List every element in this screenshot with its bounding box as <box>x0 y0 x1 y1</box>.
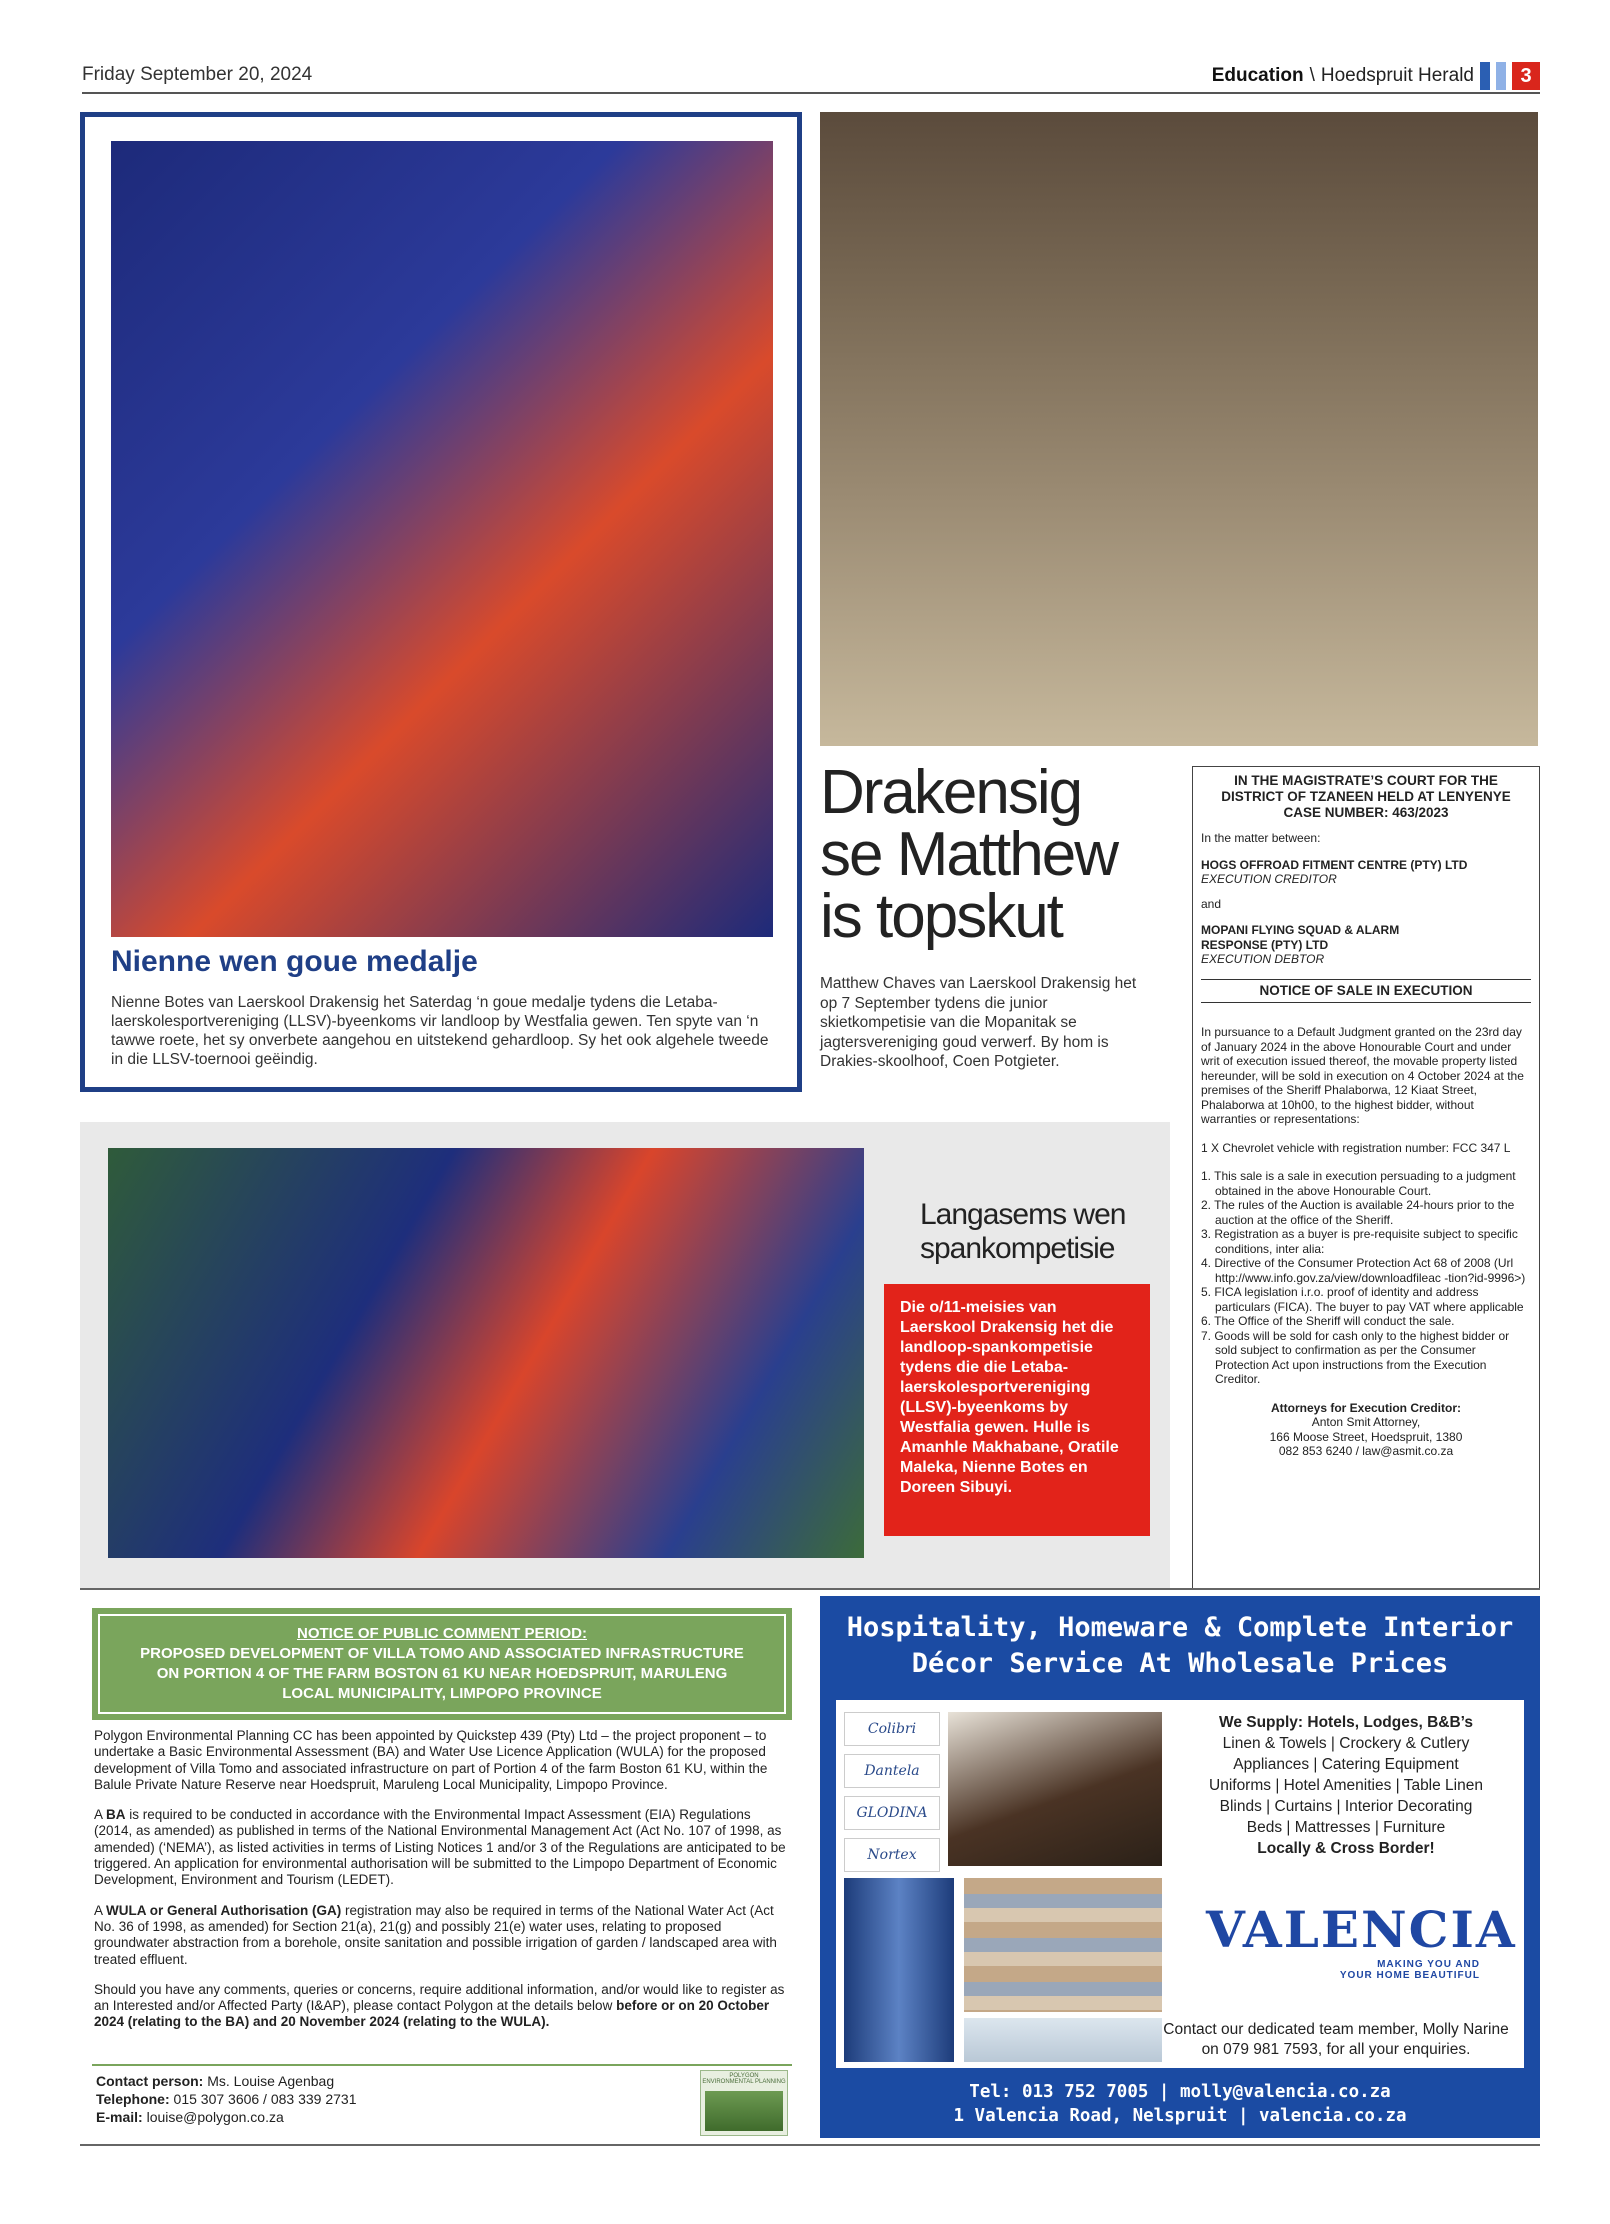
public-notice-paragraph <box>94 1903 792 1968</box>
public-notice-paragraph: Polygon Environmental Planning CC has been appointed by Quickstep 439 (Pty) Ltd – the project proponent – to undertake a Basic Environmental Assessment (BA) and Water Use Licence Application (WULA) for the proposed development of Villa Tomo and associated infrastructure on part of Portion 4 of the farm Boston 61 KU, within the Balule Private Nature Reserve near Hoedspruit, Maruleng Local Municipality, Limpopo Province. <box>94 1728 768 1792</box>
court-rule <box>1201 1002 1531 1003</box>
supply-footer: Locally & Cross Border! <box>1257 1840 1435 1857</box>
court-attorneys-title: Attorneys for Execution Creditor: <box>1270 1400 1462 1415</box>
issue-date: Friday September 20, 2024 <box>82 64 313 85</box>
section-name: Education <box>1211 65 1304 86</box>
public-notice-contact-divider <box>92 2064 792 2066</box>
valencia-logo-tagline: YOUR HOME BEAUTIFUL <box>1339 1970 1480 1981</box>
contact-value: 015 307 3606 / 083 339 2731 <box>169 2091 357 2107</box>
page-header <box>1212 62 1540 90</box>
valencia-contact <box>1156 2020 1516 2060</box>
court-creditor-role: EXECUTION CREDITOR <box>1201 872 1337 886</box>
matthew-headline <box>820 758 1118 951</box>
nienne-story <box>80 112 802 1092</box>
public-notice-title: NOTICE OF PUBLIC COMMENT PERIOD: <box>297 1625 587 1642</box>
text-run-bold: WULA or General Authorisation (GA) <box>106 1902 342 1918</box>
court-condition-item: 6. The Office of the Sheriff will conduct the sale. <box>1201 1314 1455 1328</box>
contact-label: Contact person: <box>96 2073 204 2089</box>
polygon-logo-image <box>705 2091 783 2131</box>
public-notice-banner <box>92 1608 792 1720</box>
header-accent-bar <box>1480 62 1490 90</box>
court-title <box>1201 773 1531 821</box>
court-condition-item: 4. Directive of the Consumer Protection Act 68 of 2008 (Url http://www.info.gov.za/view/downloadfileac -tion?id-9996>) <box>1201 1256 1526 1285</box>
header-accent-bar-light <box>1496 62 1506 90</box>
text-run-bold: BA <box>106 1807 126 1823</box>
court-condition-item: 7. Goods will be sold for cash only to the highest bidder or sold subject to confirmation as per the Consumer Protection Act upon instructions from the Execution Creditor. <box>1201 1328 1510 1386</box>
text-run: registration may also be required in terms of the National Water Act (Act No. 36 of 1998, as amended) for Section 21(a), 21(g) and possibly 21(e) water uses, relating to proposed groundwater abstraction from a borehole, onsite sanitation and possible irrigation of garden / landscaped area with treated effluent. <box>94 1902 777 1967</box>
valencia-footer-line: Tel: 013 752 7005 | molly@valencia.co.za <box>969 2082 1391 2102</box>
contact-phone <box>96 2090 356 2108</box>
court-vehicle: 1 X Chevrolet vehicle with registration number: FCC 347 L <box>1201 1140 1511 1155</box>
public-notice-paragraph <box>94 1982 792 2031</box>
publication-name: Hoedspruit Herald <box>1320 65 1474 86</box>
header-divider <box>82 92 1540 94</box>
brand-logo: Colibri <box>844 1712 940 1746</box>
court-condition-item: 3. Registration as a buyer is pre-requisite subject to specific conditions, inter alia: <box>1201 1227 1518 1256</box>
contact-label: Telephone: <box>96 2091 170 2107</box>
polygon-logo-text: POLYGON <box>729 2073 759 2079</box>
valencia-logo <box>1206 1900 1517 1981</box>
supply-line: Appliances | Catering Equipment <box>1233 1756 1459 1773</box>
court-attorney-contact: 082 853 6240 / law@asmit.co.za <box>1278 1444 1454 1458</box>
text-run: is required to be conducted in accordance with the Environmental Impact Assessment (EIA) Regulations (2014, as amended) as published in terms of the National Environmental Management Act (Act No. 107 of 1998, as amended) (‘NEMA’), as listed activities in terms of Listing Notices 1 and/or 3 of the Regulations are anticipated to be triggered. An application for environmental authorisation will be submitted to the Limpopo Department of Economic Development, Environment and Tourism (LEDET). <box>94 1807 786 1888</box>
valencia-headline-line: Hospitality, Homeware & Complete Interior <box>846 1612 1514 1643</box>
page-bottom-rule <box>80 2144 1540 2146</box>
text-run: A <box>94 1807 107 1823</box>
public-notice-body <box>94 1728 792 2045</box>
langasems-headline <box>920 1198 1125 1266</box>
page-number: 3 <box>1512 62 1540 90</box>
court-debtor: RESPONSE (PTY) LTD <box>1201 937 1329 952</box>
contact-value: louise@polygon.co.za <box>142 2109 284 2125</box>
contact-value: Ms. Louise Agenbag <box>203 2073 335 2089</box>
valencia-contact-line: on 079 981 7593, for all your enquiries. <box>1201 2041 1471 2058</box>
public-notice-contact <box>96 2072 356 2126</box>
brand-logo: Dantela <box>844 1754 940 1788</box>
nienne-body-text: Nienne Botes van Laerskool Drakensig het Saterdag ‘n goue medalje tydens die Letaba-laerskolesportvereniging (LLSV)-byeenkoms vir landloop by Westfalia gewen. Ten spyte van ‘n tawwe roete, het sy onverbete aangehou en uitstekend gehardloop. Sy het ook algehele tweede in die LLSV-toernooi geëindig. <box>111 994 769 1068</box>
nienne-medal-photo <box>111 141 773 937</box>
polygon-logo <box>700 2070 788 2136</box>
valencia-headline <box>820 1610 1540 1682</box>
supply-line: Uniforms | Hotel Amenities | Table Linen <box>1209 1777 1483 1794</box>
header-separator: \ <box>1309 65 1315 86</box>
supply-line: Blinds | Curtains | Interior Decorating <box>1219 1798 1473 1815</box>
public-notice-paragraph <box>94 1807 792 1888</box>
langasems-headline-line: spankompetisie <box>920 1232 1115 1265</box>
court-notice <box>1192 766 1540 1590</box>
court-condition-item: 2. The rules of the Auction is available 24-hours prior to the auction at the office of the Sheriff. <box>1201 1198 1515 1227</box>
valencia-advert <box>820 1596 1540 2138</box>
text-run: A <box>94 1902 107 1918</box>
matthew-headline-line: se Matthew <box>820 820 1118 889</box>
court-intro: In pursuance to a Default Judgment granted on the 23rd day of January 2024 in the above Honourable Court and under writ of execution issued thereof, the movable property listed hereunder, will be sold in execution on 4 October 2024 at the premises of the Sheriff Phalaborwa, 12 Kiaat Street, Phalaborwa at 10h00, to the highest bidder, without warranties or representations: <box>1201 1025 1524 1126</box>
nienne-headline: Nienne wen goue medalje <box>111 945 478 978</box>
contact-person <box>96 2072 356 2090</box>
text-run-bold: before or on 20 October 2024 (relating to the BA) and 20 November 2024 (relating to the WULA). <box>94 1998 770 2030</box>
court-creditor: HOGS OFFROAD FITMENT CENTRE (PTY) LTD <box>1201 857 1468 872</box>
valencia-content <box>836 1700 1524 2068</box>
supply-line: Beds | Mattresses | Furniture <box>1246 1819 1446 1836</box>
public-notice-subtitle: ON PORTION 4 OF THE FARM BOSTON 61 KU NEAR HOEDSPRUIT, MARULENG <box>156 1665 728 1682</box>
court-attorney-name: Anton Smit Attorney, <box>1311 1415 1421 1429</box>
text-run: Should you have any comments, queries or concerns, require additional information, and/or would like to register as an Interested and/or Affected Party (I&AP), please contact Polygon at the details below <box>94 1981 785 2014</box>
court-matter: In the matter between: <box>1201 831 1321 845</box>
langasems-caption: Die o/11-meisies van Laerskool Drakensig het die landloop-spankompetisie tydens die die Letaba-laerskolesportvereniging (LLSV)-byeenkoms by Westfalia gewen. Hulle is Amanhle Makhabane, Oratile Maleka, Nienne Botes en Doreen Sibuyi. <box>884 1284 1150 1536</box>
valencia-towels-photo <box>964 1878 1162 2012</box>
court-attorney-address: 166 Moose Street, Hoedspruit, 1380 <box>1269 1429 1463 1444</box>
brand-logo: GLODINA <box>844 1796 940 1830</box>
langasems-headline-line: Langasems wen <box>920 1198 1126 1231</box>
court-conditions-list <box>1201 1169 1531 1387</box>
court-and: and <box>1201 896 1222 911</box>
court-notice-title: NOTICE OF SALE IN EXECUTION <box>1259 982 1473 998</box>
contact-email <box>96 2108 356 2126</box>
court-debtor-role: EXECUTION DEBTOR <box>1201 952 1325 966</box>
valencia-contact-line: Contact our dedicated team member, Molly Narine <box>1163 2021 1509 2038</box>
contact-label: E-mail: <box>96 2109 143 2125</box>
matthew-photo <box>820 112 1538 746</box>
court-title-line: CASE NUMBER: 463/2023 <box>1283 805 1449 820</box>
court-title-line: DISTRICT OF TZANEEN HELD AT LENYENYE <box>1221 789 1511 804</box>
court-condition-item: 1. This sale is a sale in execution persuading to a judgment obtained in the above Honourable Court. <box>1201 1169 1516 1198</box>
brand-logo: Nortex <box>844 1838 940 1872</box>
court-debtor: MOPANI FLYING SQUAD & ALARM <box>1201 923 1400 937</box>
matthew-headline-line: is topskut <box>820 882 1062 951</box>
matthew-headline-line: Drakensig <box>820 758 1082 827</box>
public-notice-banner-inner <box>98 1614 786 1714</box>
valencia-footer <box>820 2080 1540 2128</box>
supply-title: We Supply: Hotels, Lodges, B&B’s <box>1218 1714 1474 1731</box>
valencia-logo-name: VALENCIA <box>1206 1900 1517 1959</box>
valencia-headline-line: Décor Service At Wholesale Prices <box>911 1648 1449 1679</box>
court-condition-item: 5. FICA legislation i.r.o. proof of identity and address particulars (FICA). The buyer to pay VAT where applicable <box>1201 1285 1524 1314</box>
polygon-logo-text: ENVIRONMENTAL PLANNING <box>702 2079 786 2085</box>
public-notice-subtitle: LOCAL MUNICIPALITY, LIMPOPO PROVINCE <box>282 1685 602 1702</box>
valencia-logo-tagline: MAKING YOU AND <box>1377 1959 1480 1970</box>
valencia-brand-list <box>844 1712 940 1880</box>
langasems-team-photo <box>108 1148 864 1558</box>
court-title-line: IN THE MAGISTRATE’S COURT FOR THE <box>1234 773 1498 788</box>
valencia-footer-line: 1 Valencia Road, Nelspruit | valencia.co.za <box>953 2106 1407 2126</box>
public-notice-subtitle: PROPOSED DEVELOPMENT OF VILLA TOMO AND ASSOCIATED INFRASTRUCTURE <box>140 1645 744 1662</box>
valencia-curtain-photo <box>844 1878 954 2062</box>
court-rule <box>1201 979 1531 980</box>
valencia-glassware-photo <box>964 2018 1162 2062</box>
supply-line: Linen & Towels | Crockery & Cutlery <box>1222 1735 1470 1752</box>
section-divider <box>80 1588 1540 1590</box>
valencia-supply-list <box>1176 1712 1516 1859</box>
valencia-tray-photo <box>948 1712 1162 1866</box>
matthew-body-text: Matthew Chaves van Laerskool Drakensig het op 7 September tydens die junior skietkompetisie van die Mopanitak se jagtersvereniging goud verwerf. By hom is Drakies-skoolhoof, Coen Potgieter. <box>820 975 1137 1070</box>
